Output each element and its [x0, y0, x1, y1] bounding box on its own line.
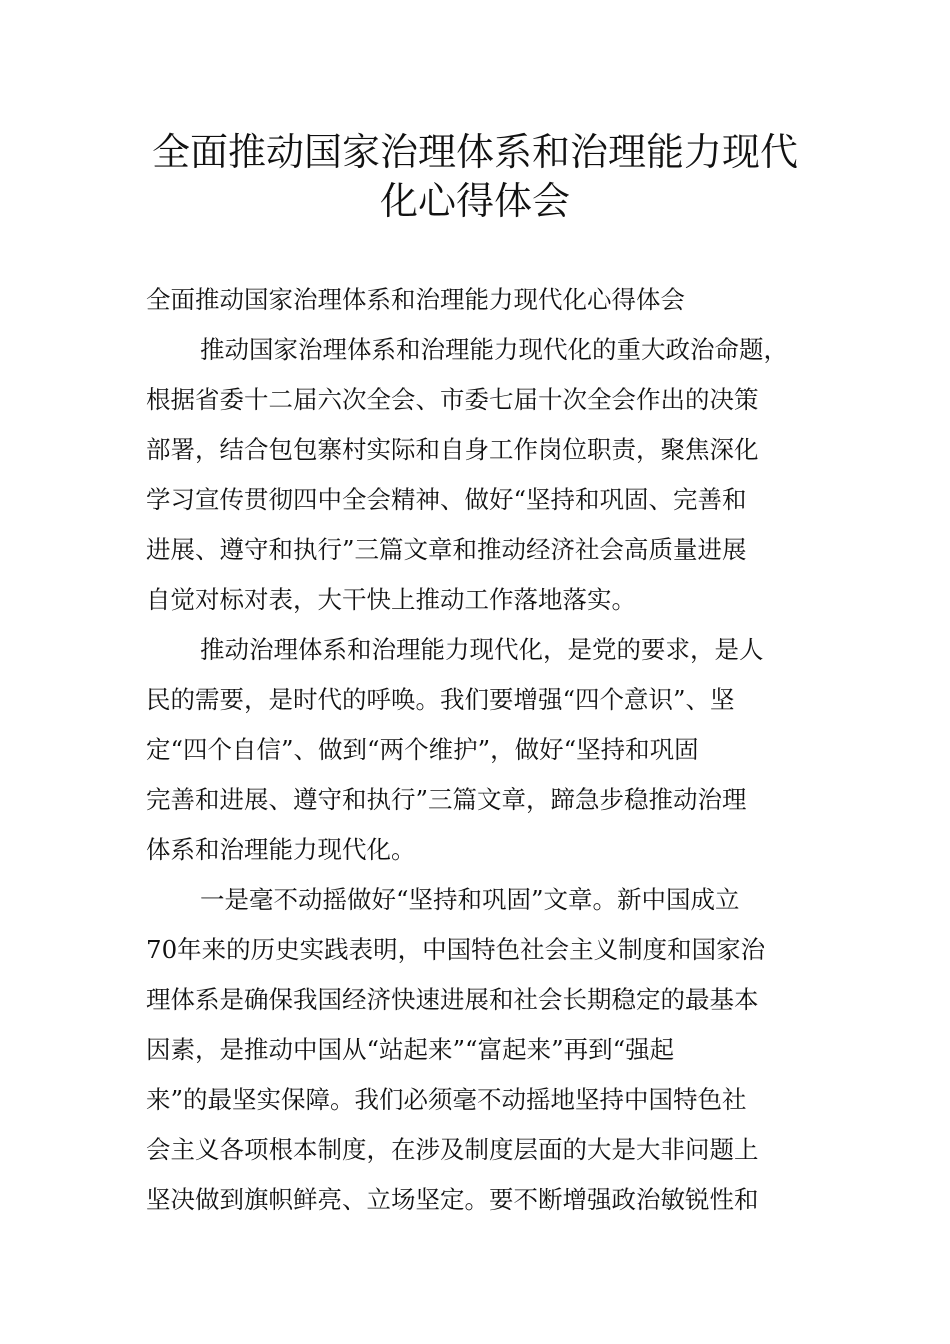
paragraph-3-line-2: 70年来的历史实践表明，中国特色社会主义制度和国家治 [146, 935, 766, 964]
paragraph-3-line-1: 一是毫不动摇做好“坚持和巩固”文章。新中国成立 [200, 885, 740, 914]
paragraph-1-line-1: 推动国家治理体系和治理能力现代化的重大政治命题， [200, 335, 788, 364]
paragraph-1-line-2: 根据省委十二届六次全会、市委七届十次全会作出的决策 [146, 385, 759, 414]
paragraph-3-line-7: 坚决做到旗帜鲜亮、立场坚定。要不断增强政治敏锐性和 [146, 1185, 759, 1214]
paragraph-1-line-3: 部署，结合包包寨村实际和自身工作岗位职责，聚焦深化 [146, 435, 759, 464]
document-title-line-2: 化心得体会 [379, 179, 570, 223]
paragraph-1-line-4: 学习宣传贯彻四中全会精神、做好“坚持和巩固、完善和 [146, 485, 747, 514]
paragraph-1-line-5: 进展、遵守和执行”三篇文章和推动经济社会高质量进展 [146, 535, 747, 564]
paragraph-2-line-5: 体系和治理能力现代化。 [146, 835, 416, 864]
subtitle-line: 全面推动国家治理体系和治理能力现代化心得体会 [146, 285, 685, 314]
paragraph-3-line-3: 理体系是确保我国经济快速进展和社会长期稳定的最基本 [146, 985, 759, 1014]
paragraph-3-line-5: 来”的最坚实保障。我们必须毫不动摇地坚持中国特色社 [146, 1085, 747, 1114]
paragraph-3-line-4: 因素，是推动中国从“站起来”“富起来”再到“强起 [146, 1035, 675, 1064]
paragraph-2-line-4: 完善和进展、遵守和执行”三篇文章，蹄急步稳推动治理 [146, 785, 747, 814]
paragraph-2-line-1: 推动治理体系和治理能力现代化，是党的要求，是人 [200, 635, 764, 664]
paragraph-3-line-6: 会主义各项根本制度，在涉及制度层面的大是大非问题上 [146, 1135, 759, 1164]
document-title-line-1: 全面推动国家治理体系和治理能力现代 [151, 130, 798, 174]
paragraph-2-line-3: 定“四个自信”、做到“两个维护”，做好“坚持和巩固 [146, 735, 699, 764]
paragraph-1-line-6: 自觉对标对表，大干快上推动工作落地落实。 [146, 585, 636, 614]
paragraph-2-line-2: 民的需要，是时代的呼唤。我们要增强“四个意识”、坚 [146, 685, 735, 714]
